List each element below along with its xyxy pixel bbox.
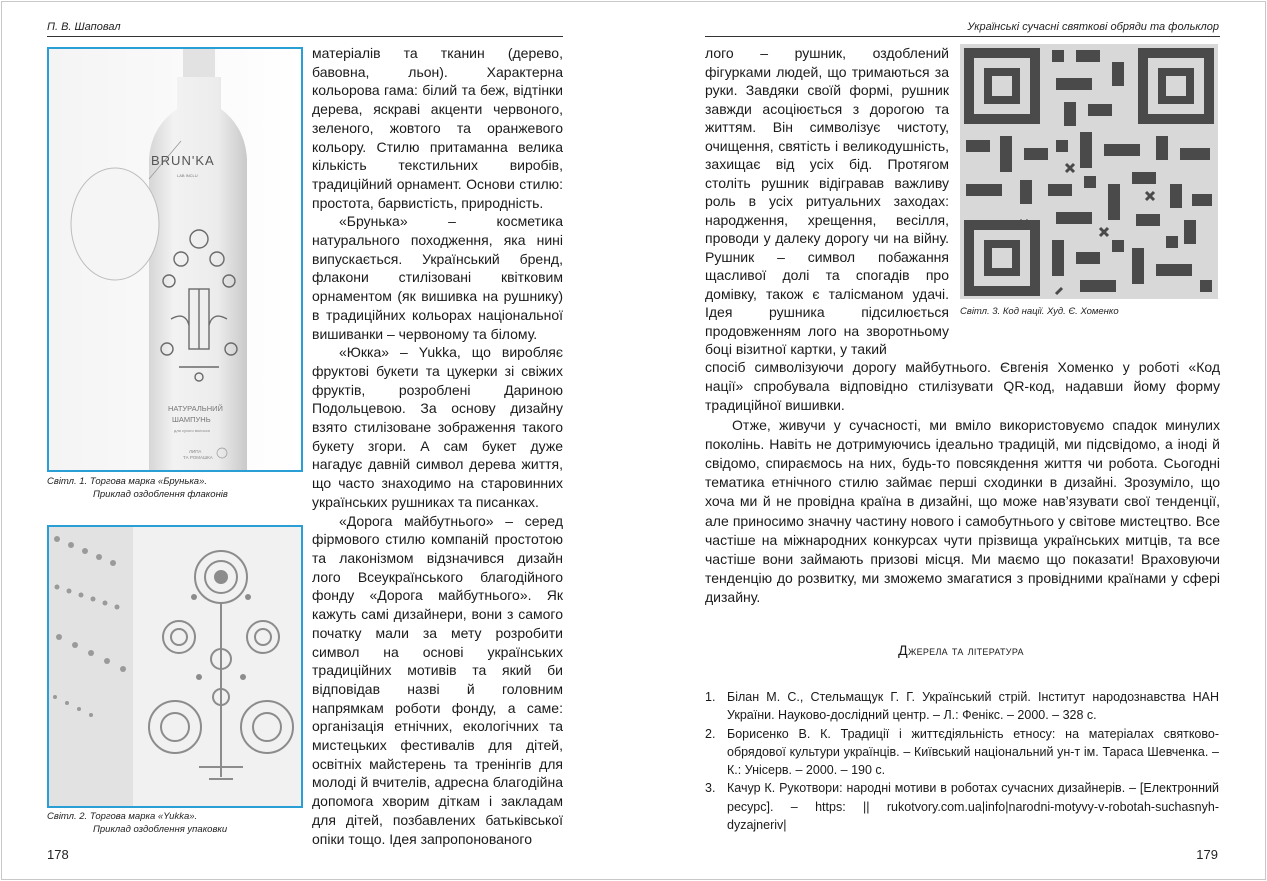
right-paragraph-2: Отже, живучи у сучасності, ми вміло використовуємо спадок минулих поколінь. Навіть не дотримуючись ідеально традицій, ми підсвідомо, а іноді й свідомо, спираємось на них, будь-то повсякдення життя чи робота. Сьогодні тематика етнічного стилю займає перші сходинки в дизайні. Зрозуміло, що хоча ми й не провідна країна в дизайні, що може нав’язувати свої тенденції, але приносимо значну частину нового і самобутнього у світове мистецтво. Все частіше на міжнародних конкурсах чути прізвища українських митців, та все частіше вони займають призові місця. Ми маємо що показати! Враховуючи тенденцію до розвитку, ми зможемо змагатися з провідними країнами у сфері дизайну. (705, 416, 1220, 606)
header-book-title: Українські сучасні святкові обряди та фольклор (967, 21, 1219, 33)
figure-2-caption-line-2: Приклад оздоблення упаковки (93, 823, 228, 835)
sources-heading (705, 642, 1217, 658)
page-number-left: 178 (47, 847, 69, 862)
bottle-illustration (49, 49, 301, 470)
bottle-brand: BRUN'KA (151, 153, 215, 168)
header-rule-right (705, 36, 1220, 37)
source-number: 3. (705, 781, 716, 796)
figure-2-caption (47, 811, 307, 836)
right-paragraph-continuation: спосіб символізуючи дорогу майбутнього. Євгенія Хоменко у роботі «Код нації» спробувала відповідно стилізувати QR-код, надавши йому форму традиційної вишивки. (705, 359, 1220, 414)
source-item (705, 688, 1219, 725)
bottle-label-4: ЛИПА (189, 449, 202, 454)
source-text: Качур К. Рукотвори: народні мотиви в роботах сучасних дизайнерів. – [Електронний ресурс]. – https: || rukotvory.com.ua|info|narodni-motyvy-v-robotah-suchasnyh-dyzajneriv| (727, 781, 1219, 833)
bottle-label-2: ШАМПУНЬ (172, 415, 211, 424)
figure-2-photo (47, 525, 303, 808)
right-text-column (705, 358, 1220, 608)
left-paragraph-3: «Юкка» – Yukka, що виробляє фруктові букети та цукерки зі свіжих фруктів, розроблені Дариною Подольцевою. За основу дизайну взято стилізоване зображення такого букету згори. А сам букет дуже нагадує давній символ дерева життя, що часто знаходимо на старовинних українських рушниках та писанках. (312, 344, 563, 510)
right-wrap-column (705, 44, 949, 359)
left-paragraph-2: «Брунька» – косметика натурального походження, яка нині випускається. Український бренд, флакони стилізовані квітковим орнаментом (як вишивка на рушнику) в традиційних кольорах національної вишиванки – червоному та білому. (312, 213, 563, 342)
figure-1-photo (47, 47, 303, 472)
right-wrap-paragraph: лого – рушник, оздоблений фігурками людей, що тримаються за руки. Завдяки своїй формі, рушник завжди асоціюється з дорогою та життям. Він символізує чистоту, очищення, святість і великодушність, захищає від усіх бід. Протягом століть рушник відігравав важливу роль в усіх ритуальних заходах: народження, хрещення, весілля, проводи у далеку дорогу чи на війну. Рушник – символ побажання щасливої долі та спогадів про домівку, також є талісманом удачі. Ідея рушника підсилюється продовженням лого на зворотньому боці візитної картки, у такий (705, 45, 949, 357)
source-number: 2. (705, 726, 716, 741)
left-text-column (312, 44, 563, 848)
figure-2-caption-line-1: Світл. 2. Торгова марка «Yukka». (47, 811, 198, 822)
qr-finder-top-left (964, 48, 1040, 124)
sources-list (705, 688, 1219, 834)
figure-1-caption-line-1: Світл. 1. Торгова марка «Брунька». (47, 476, 208, 487)
hang-tag (71, 168, 159, 280)
source-text: Білан М. С., Стельмащук Г. Г. Український стрій. Інститут народознавства НАН України. Науково-дослідний центр. – Л.: Фенікс. – 2000. – 328 с. (727, 690, 1219, 723)
figure-3-photo (960, 44, 1218, 299)
header-author: П. В. Шаповал (47, 21, 121, 33)
source-item (705, 725, 1219, 780)
source-text: Борисенко В. К. Традиції і життєдіяльність етносу: на матеріалах святково-обрядової культури українців. – Київський національний ун-т ім. Тараса Шевченка. – К.: Унісерв. – 2000. – 190 с. (727, 726, 1219, 778)
figure-1-caption (47, 476, 307, 501)
source-item (705, 779, 1219, 834)
bottle-label-5: ТА РОМАШКА (183, 455, 213, 460)
sources-heading-rest: жерела та література (907, 643, 1024, 658)
sources-heading-initial: Д (898, 642, 908, 658)
bottle-label-3: для сухого волосся (174, 428, 210, 433)
qr-finder-top-right (1138, 48, 1214, 124)
bottle-label-1: НАТУРАЛЬНИЙ (168, 404, 223, 413)
figure-3-caption: Світл. 3. Код нації. Худ. Є. Хоменко (960, 306, 1119, 317)
qr-embroidery (960, 44, 1218, 299)
left-paragraph-1: матеріалів та тканин (дерево, бавовна, льон). Характерна кольорова гама: білий та беж, відтінки дерева, яскраві акценти червоного, зеленого, жовтого та оранжевого кольору. Стилю притаманна велика кількість текстильних виробів, традиційний орнамент. Основи стилю: простота, барвистість, природність. (312, 45, 563, 211)
source-number: 1. (705, 690, 716, 704)
qr-finder-bottom-left (964, 220, 1040, 296)
bottle-cap (183, 49, 215, 77)
bottle-sub: LAB INCLU (177, 173, 198, 178)
figure-1-caption-line-2: Приклад оздоблення флаконів (93, 488, 228, 500)
yukka-ornament (49, 527, 301, 806)
page-number-right: 179 (1196, 847, 1218, 862)
header-rule-left (47, 36, 563, 37)
left-paragraph-4: «Дорога майбутнього» – серед фірмового стилю компаній простотою та лаконізмом відзначився дизайн лого Всеукраїнського благодійного фонду «Дорога майбутнього». Як кажуть самі дизайнери, вони з самого початку мали за мету розробити символ на основі українських традиційних мотивів та який би відповідав назві й головним напрямкам роботи фонду, а саме: організація етнічних, екологічних та мистецьких фестивалів для дітей, освітніх майстерень та тренінгів для молоді й вчителів, адресна благодійна допомога хворим діткам і закладам для дітей, позбавлених батьківської опіки тощо. Ідея запропонованого (312, 512, 563, 847)
